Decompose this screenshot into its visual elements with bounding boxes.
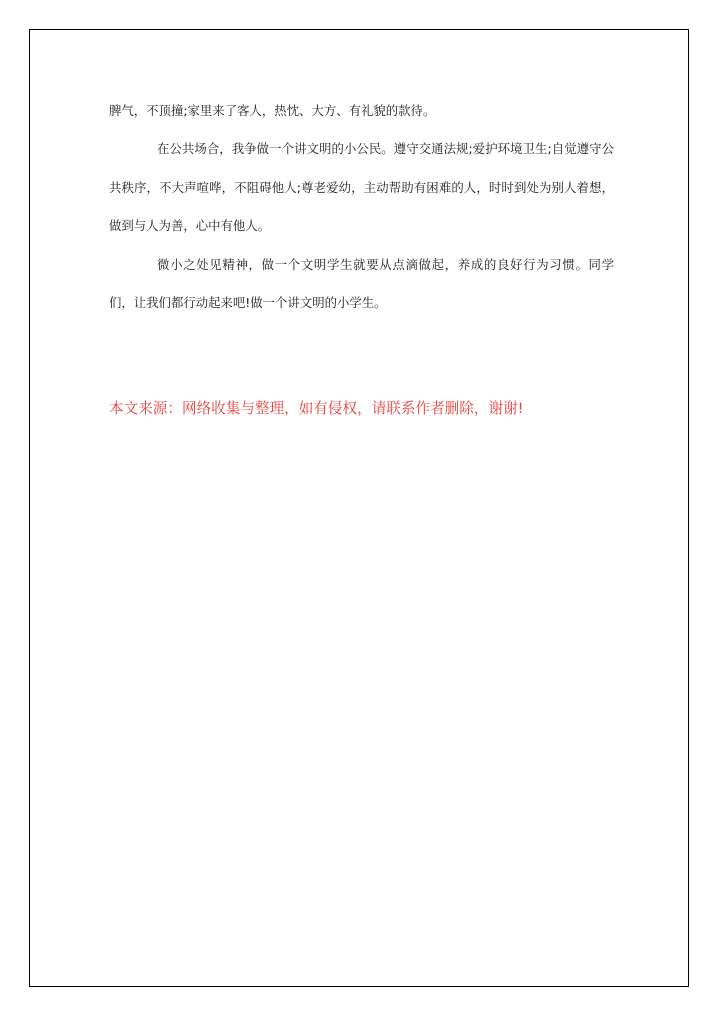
source-disclaimer: 本文来源：网络收集与整理，如有侵权，请联系作者删除，谢谢! [109,400,524,417]
paragraph-2: 在公共场合，我争做一个讲文明的小公民。遵守交通法规;爱护环境卫生;自觉遵守公共秩序，不大声喧哗，不阻碍他人;尊老爱幼，主动帮助有困难的人，时时到处为别人着想，做到与人为善，心中有他人。 [109,141,614,234]
paragraph-3: 微小之处见精神，做一个文明学生就要从点滴做起，养成的良好行为习惯。同学们，让我们都行动起来吧!做一个讲文明的小学生。 [109,256,614,311]
document-body [109,92,614,322]
paragraph-1: 脾气，不顶撞;家里来了客人，热忱、大方、有礼貌的款待。 [109,103,436,118]
